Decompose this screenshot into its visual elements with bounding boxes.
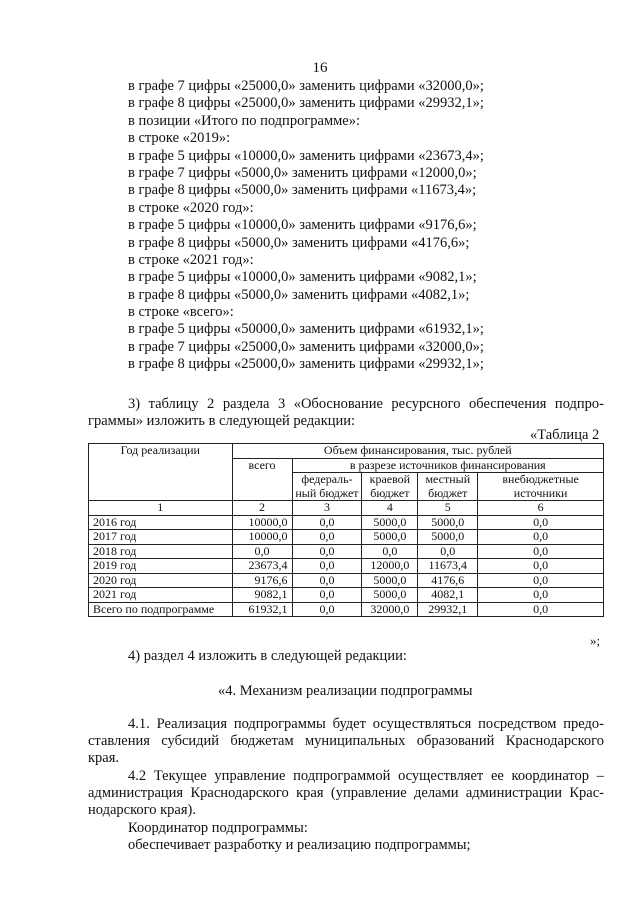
table-row (89, 559, 604, 574)
amendment-line: в графе 8 цифры «5000,0» заменить цифрами «4082,1»; (128, 286, 470, 303)
amendment-line: в графе 5 цифры «10000,0» заменить цифрами «9082,1»; (128, 269, 477, 286)
year-cell: 2021 год (89, 588, 233, 603)
extra-cell: 0,0 (478, 515, 604, 530)
year-cell: 2017 год (89, 530, 233, 545)
regional-cell: 5000,0 (362, 515, 418, 530)
table-caption: «Таблица 2 (530, 427, 600, 443)
extra-cell: 0,0 (478, 602, 604, 617)
item4: 4) раздел 4 изложить в следующей редакции: (128, 648, 407, 664)
coordinator-line: Координатор подпрограммы: (128, 820, 308, 836)
amendment-line: в графе 7 цифры «25000,0» заменить цифрами «32000,0»; (128, 78, 484, 94)
extra-cell: 0,0 (478, 588, 604, 603)
amendment-line: в графе 5 цифры «10000,0» заменить цифрами «23673,4»; (128, 147, 484, 164)
amendment-line: в строке «2020 год»: (128, 199, 254, 216)
column-number: 5 (418, 501, 478, 516)
page-number: 16 (312, 60, 328, 76)
p42-line3: нодарского края). (88, 802, 196, 818)
amendment-line: в графе 7 цифры «5000,0» заменить цифрами «12000,0»; (128, 164, 477, 181)
header-total: всего (232, 458, 292, 501)
p42-line2: администрация Краснодарского края (управление делами администрации Крас- (88, 785, 604, 801)
extra-cell: 0,0 (478, 544, 604, 559)
federal-cell: 0,0 (292, 588, 362, 603)
extra-cell: 0,0 (478, 559, 604, 574)
year-cell: Всего по подпрограмме (89, 602, 233, 617)
local-cell: 5000,0 (418, 515, 478, 530)
column-number: 2 (232, 501, 292, 516)
table-row (89, 588, 604, 603)
amendment-line: в позиции «Итого по подпрограмме»: (128, 112, 361, 129)
item3-line2: граммы» изложить в следующей редакции: (88, 413, 356, 429)
header-volume: Объем финансирования, тыс. рублей (232, 444, 603, 459)
table-row-total (89, 602, 604, 617)
header-year: Год реализации (89, 444, 233, 501)
total-cell: 0,0 (232, 544, 292, 559)
local-cell: 0,0 (418, 544, 478, 559)
local-cell: 4082,1 (418, 588, 478, 603)
table-close-quote: »; (590, 633, 601, 648)
section-title: «4. Механизм реализации подпрограммы (218, 683, 473, 699)
federal-cell: 0,0 (292, 573, 362, 588)
header-sources: в разрезе источников финансирования (292, 458, 604, 473)
column-numbers-row (89, 501, 604, 516)
total-cell: 10000,0 (232, 515, 292, 530)
last-line: обеспечивает разработку и реализацию подпрограммы; (128, 837, 471, 853)
amendment-line: в графе 8 цифры «5000,0» заменить цифрами «4176,6»; (128, 234, 470, 251)
table-row (89, 515, 604, 530)
column-number: 6 (478, 501, 604, 516)
item3-line1: 3) таблицу 2 раздела 3 «Обоснование ресурсного обеспечения подпро- (128, 396, 604, 412)
table-row (89, 573, 604, 588)
amendment-line: в графе 5 цифры «10000,0» заменить цифрами «9176,6»; (128, 217, 477, 234)
amendment-line: в строке «2019»: (128, 130, 231, 147)
regional-cell: 0,0 (362, 544, 418, 559)
column-number: 1 (89, 501, 233, 516)
extra-cell: 0,0 (478, 573, 604, 588)
total-cell: 61932,1 (232, 602, 292, 617)
year-cell: 2019 год (89, 559, 233, 574)
p41-line2: ставления субсидий бюджетам муниципальных образований Краснодарского (88, 733, 604, 749)
local-cell: 4176,6 (418, 573, 478, 588)
federal-cell: 0,0 (292, 602, 362, 617)
federal-cell: 0,0 (292, 559, 362, 574)
regional-cell: 5000,0 (362, 573, 418, 588)
amendment-line: в графе 8 цифры «5000,0» заменить цифрами «11673,4»; (128, 182, 477, 199)
header-regional: краевой бюджет (362, 473, 418, 501)
regional-cell: 5000,0 (362, 588, 418, 603)
total-cell: 23673,4 (232, 559, 292, 574)
local-cell: 29932,1 (418, 602, 478, 617)
amendment-line: в строке «2021 год»: (128, 251, 254, 268)
total-cell: 9176,6 (232, 573, 292, 588)
regional-cell: 12000,0 (362, 559, 418, 574)
year-cell: 2016 год (89, 515, 233, 530)
local-cell: 11673,4 (418, 559, 478, 574)
amendment-line: в графе 5 цифры «50000,0» заменить цифрами «61932,1»; (128, 321, 484, 338)
amendment-line: в графе 8 цифры «25000,0» заменить цифрами «29932,1»; (128, 356, 484, 373)
year-cell: 2018 год (89, 544, 233, 559)
total-cell: 10000,0 (232, 530, 292, 545)
table-row (89, 544, 604, 559)
column-number: 3 (292, 501, 362, 516)
regional-cell: 5000,0 (362, 530, 418, 545)
header-federal: федераль-ный бюджет (292, 473, 362, 501)
federal-cell: 0,0 (292, 530, 362, 545)
total-cell: 9082,1 (232, 588, 292, 603)
p41-line3: края. (88, 750, 120, 766)
header-extra: внебюджетные источники (478, 473, 604, 501)
p42-line1: 4.2 Текущее управление подпрограммой осуществляет ее координатор – (128, 768, 604, 784)
p41-line1: 4.1. Реализация подпрограммы будет осуществляться посредством предо- (128, 716, 604, 732)
federal-cell: 0,0 (292, 515, 362, 530)
table-row (89, 530, 604, 545)
regional-cell: 32000,0 (362, 602, 418, 617)
financing-table (88, 443, 604, 617)
amendments-list (128, 78, 484, 374)
column-number: 4 (362, 501, 418, 516)
local-cell: 5000,0 (418, 530, 478, 545)
extra-cell: 0,0 (478, 530, 604, 545)
amendment-line: в графе 7 цифры «25000,0» заменить цифрами «32000,0»; (128, 338, 484, 355)
amendment-line: в строке «всего»: (128, 304, 234, 321)
year-cell: 2020 год (89, 573, 233, 588)
federal-cell: 0,0 (292, 544, 362, 559)
amendment-line: в графе 8 цифры «25000,0» заменить цифрами «29932,1»; (128, 95, 484, 112)
header-local: местный бюджет (418, 473, 478, 501)
